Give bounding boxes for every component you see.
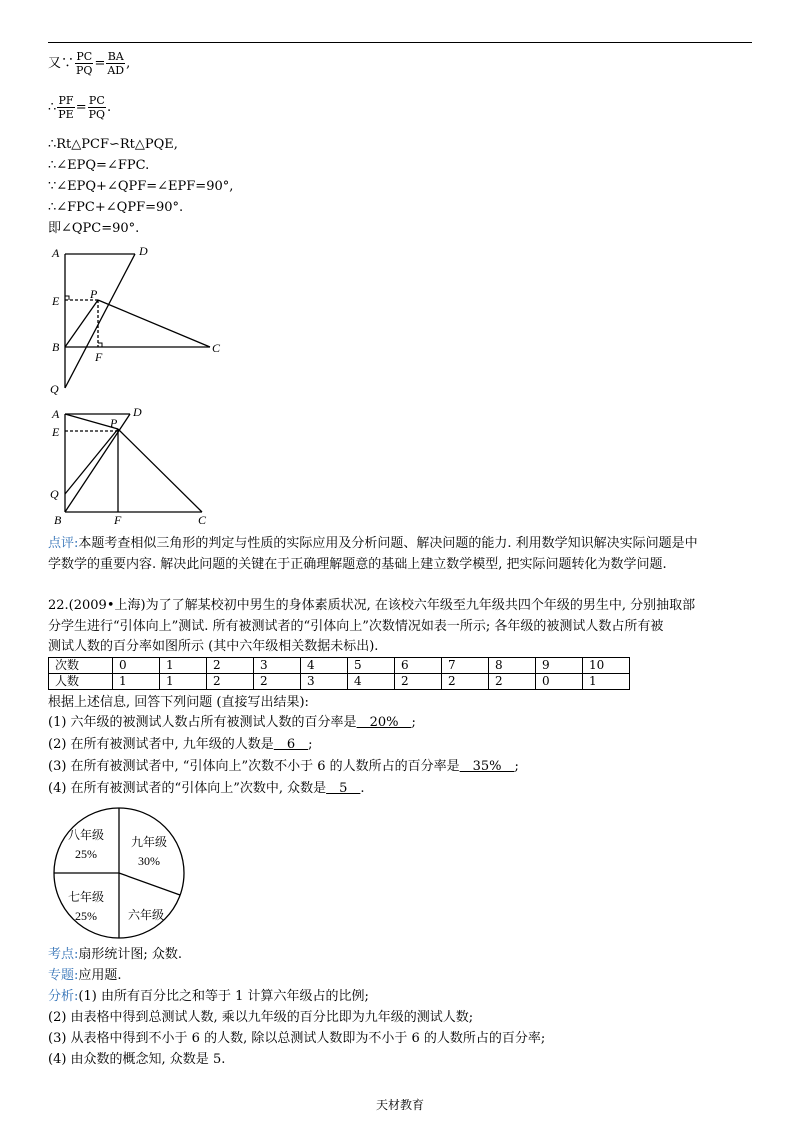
question-2-end: ;	[308, 737, 313, 752]
question-3-end: ;	[514, 759, 519, 774]
knowledge-point-text: 扇形统计图; 众数.	[78, 947, 183, 962]
frac-num: BA	[107, 50, 124, 63]
frac-den: PE	[58, 108, 74, 121]
proof-2-prefix: ∴	[48, 100, 57, 115]
label-q: Q	[50, 487, 59, 501]
analysis-text-1: (1) 由所有百分比之和等于 1 计算六年级占的比例;	[78, 989, 369, 1004]
fraction-pc-pq	[88, 94, 106, 121]
page-footer: 天材教育	[375, 1098, 424, 1112]
label-a: A	[52, 246, 60, 260]
proof-1-prefix: 又∵	[48, 56, 75, 71]
label-c: C	[212, 341, 221, 355]
analysis-line-4: (4) 由众数的概念知, 众数是 5.	[48, 1052, 226, 1067]
topic-text: 应用题.	[78, 968, 122, 983]
table-cell: 1	[113, 674, 160, 690]
question-4	[48, 780, 365, 798]
proof-line-2	[48, 94, 111, 121]
proof-line-3: ∴Rt△PCF∽Rt△PQE,	[48, 137, 178, 152]
proof-line-7: 即∠QPC=90°.	[48, 221, 140, 236]
problem-line-3: 测试人数的百分率如图所示 (其中六年级相关数据未标出).	[48, 639, 379, 654]
segment-pq	[65, 429, 118, 494]
question-1-answer: 20%	[356, 715, 412, 730]
table-cell: 5	[348, 658, 395, 674]
table-cell: 2	[207, 658, 254, 674]
header-rule	[48, 42, 752, 43]
comment-label: 点评:	[48, 536, 79, 551]
table-row-people	[49, 674, 630, 690]
table-cell: 2	[489, 674, 536, 690]
label-f: F	[114, 513, 122, 527]
fraction-ba-ad	[106, 50, 125, 77]
slice-pct-grade9: 30%	[138, 854, 160, 868]
fraction-pc-pq	[75, 50, 93, 77]
segment-pb	[65, 300, 98, 347]
table-cell: 4	[348, 674, 395, 690]
table-cell: 4	[301, 658, 348, 674]
question-4-text: (4) 在所有被测试者的“引体向上”次数中, 众数是	[48, 781, 327, 796]
question-4-end: .	[360, 781, 365, 796]
label-b: B	[54, 513, 62, 527]
frac-num: PF	[58, 94, 74, 107]
table-row-counts	[49, 658, 630, 674]
slice-pct-grade7: 25%	[75, 909, 97, 923]
question-3-answer: 35%	[459, 759, 515, 774]
table-cell: 1	[160, 658, 207, 674]
table-cell: 0	[536, 674, 583, 690]
analysis-line-3: (3) 从表格中得到不小于 6 的人数, 除以总测试人数即为不小于 6 的人数所占的百分率;	[48, 1031, 546, 1046]
analysis-line-1	[48, 988, 369, 1006]
topic-label: 专题:	[48, 968, 79, 983]
knowledge-point	[48, 946, 182, 964]
label-b: B	[52, 340, 60, 354]
questions-intro: 根据上述信息, 回答下列问题 (直接写出结果):	[48, 695, 309, 710]
proof-2-suffix: .	[107, 100, 112, 115]
question-2	[48, 736, 312, 754]
proof-line-6: ∴∠FPC+∠QPF=90°.	[48, 200, 184, 215]
question-3-text: (3) 在所有被测试者中, “引体向上”次数不小于 6 的人数所占的百分率是	[48, 759, 460, 774]
question-1	[48, 714, 416, 732]
question-2-answer: 6	[273, 737, 309, 752]
table-head-counts: 次数	[49, 658, 113, 674]
geometry-figure-2	[40, 402, 240, 530]
segment-db	[65, 414, 130, 512]
question-3	[48, 758, 519, 776]
label-d: D	[133, 405, 142, 419]
segment-pc	[98, 300, 210, 347]
table-cell: 8	[489, 658, 536, 674]
label-e: E	[52, 294, 60, 308]
table-cell: 1	[583, 674, 630, 690]
table-cell: 1	[160, 674, 207, 690]
question-2-text: (2) 在所有被测试者中, 九年级的人数是	[48, 737, 274, 752]
table-cell: 3	[301, 674, 348, 690]
table-cell: 3	[254, 658, 301, 674]
label-c: C	[198, 513, 207, 527]
equals-sign: =	[75, 100, 87, 115]
label-f: F	[95, 350, 103, 364]
slice-label-grade8: 八年级	[67, 828, 105, 842]
table-head-people: 人数	[49, 674, 113, 690]
problem-line-1: 22.(2009•上海)为了了解某校初中男生的身体素质状况, 在该校六年级至九年级共四个年级的男生中, 分别抽取部	[48, 598, 696, 613]
frac-den: PQ	[88, 108, 106, 121]
comment-line-2: 学数学的重要内容. 解决此问题的关键在于正确理解题意的基础上建立数学模型, 把实际问题转化为数学问题.	[48, 557, 667, 572]
table-cell: 10	[583, 658, 630, 674]
proof-line-4: ∴∠EPQ=∠FPC.	[48, 158, 150, 173]
label-a: A	[52, 407, 60, 421]
question-1-end: ;	[411, 715, 416, 730]
segment-dq	[65, 254, 135, 388]
table-cell: 2	[395, 674, 442, 690]
question-1-text: (1) 六年级的被测试人数占所有被测试人数的百分率是	[48, 715, 357, 730]
frequency-table	[48, 657, 630, 690]
table-cell: 9	[536, 658, 583, 674]
label-q: Q	[50, 382, 59, 396]
analysis-label: 分析:	[48, 989, 79, 1004]
question-4-answer: 5	[326, 781, 361, 796]
topic	[48, 967, 122, 985]
segment-pc	[118, 429, 202, 512]
frac-num: PC	[76, 50, 93, 63]
table-cell: 2	[207, 674, 254, 690]
geometry-figure-1	[40, 240, 240, 400]
proof-line-1	[48, 50, 130, 77]
table-cell: 2	[254, 674, 301, 690]
table-cell: 2	[442, 674, 489, 690]
comment-text-1: 本题考查相似三角形的判定与性质的实际应用及分析问题、解决问题的能力. 利用数学知识解决实际问题是中	[78, 536, 698, 551]
slice-label-grade9: 九年级	[130, 835, 168, 849]
label-p: P	[110, 416, 118, 430]
table-cell: 7	[442, 658, 489, 674]
pie-divider-right	[119, 873, 180, 895]
fraction-pf-pe	[57, 94, 74, 121]
equals-sign: =	[94, 56, 106, 71]
label-d: D	[139, 244, 148, 258]
analysis-line-2: (2) 由表格中得到总测试人数, 乘以九年级的百分比即为九年级的测试人数;	[48, 1010, 474, 1025]
slice-label-grade6: 六年级	[127, 908, 165, 922]
slice-label-grade7: 七年级	[67, 890, 105, 904]
comment-line-1	[48, 535, 698, 553]
label-p: P	[90, 287, 98, 301]
knowledge-point-label: 考点:	[48, 947, 79, 962]
slice-pct-grade8: 25%	[75, 847, 97, 861]
table-cell: 0	[113, 658, 160, 674]
frac-den: PQ	[76, 64, 93, 77]
proof-line-5: ∵∠EPQ+∠QPF=∠EPF=90°,	[48, 179, 234, 194]
label-e: E	[52, 425, 60, 439]
grade-pie-chart	[46, 805, 196, 945]
frac-den: AD	[107, 64, 125, 77]
problem-line-2: 分学生进行“引体向上”测试. 所有被测试者的“引体向上”次数情况如表一所示; 各年级的被测试人数占所有被	[48, 619, 664, 634]
proof-1-suffix: ,	[126, 56, 131, 71]
table-cell: 6	[395, 658, 442, 674]
frac-num: PC	[88, 94, 105, 107]
